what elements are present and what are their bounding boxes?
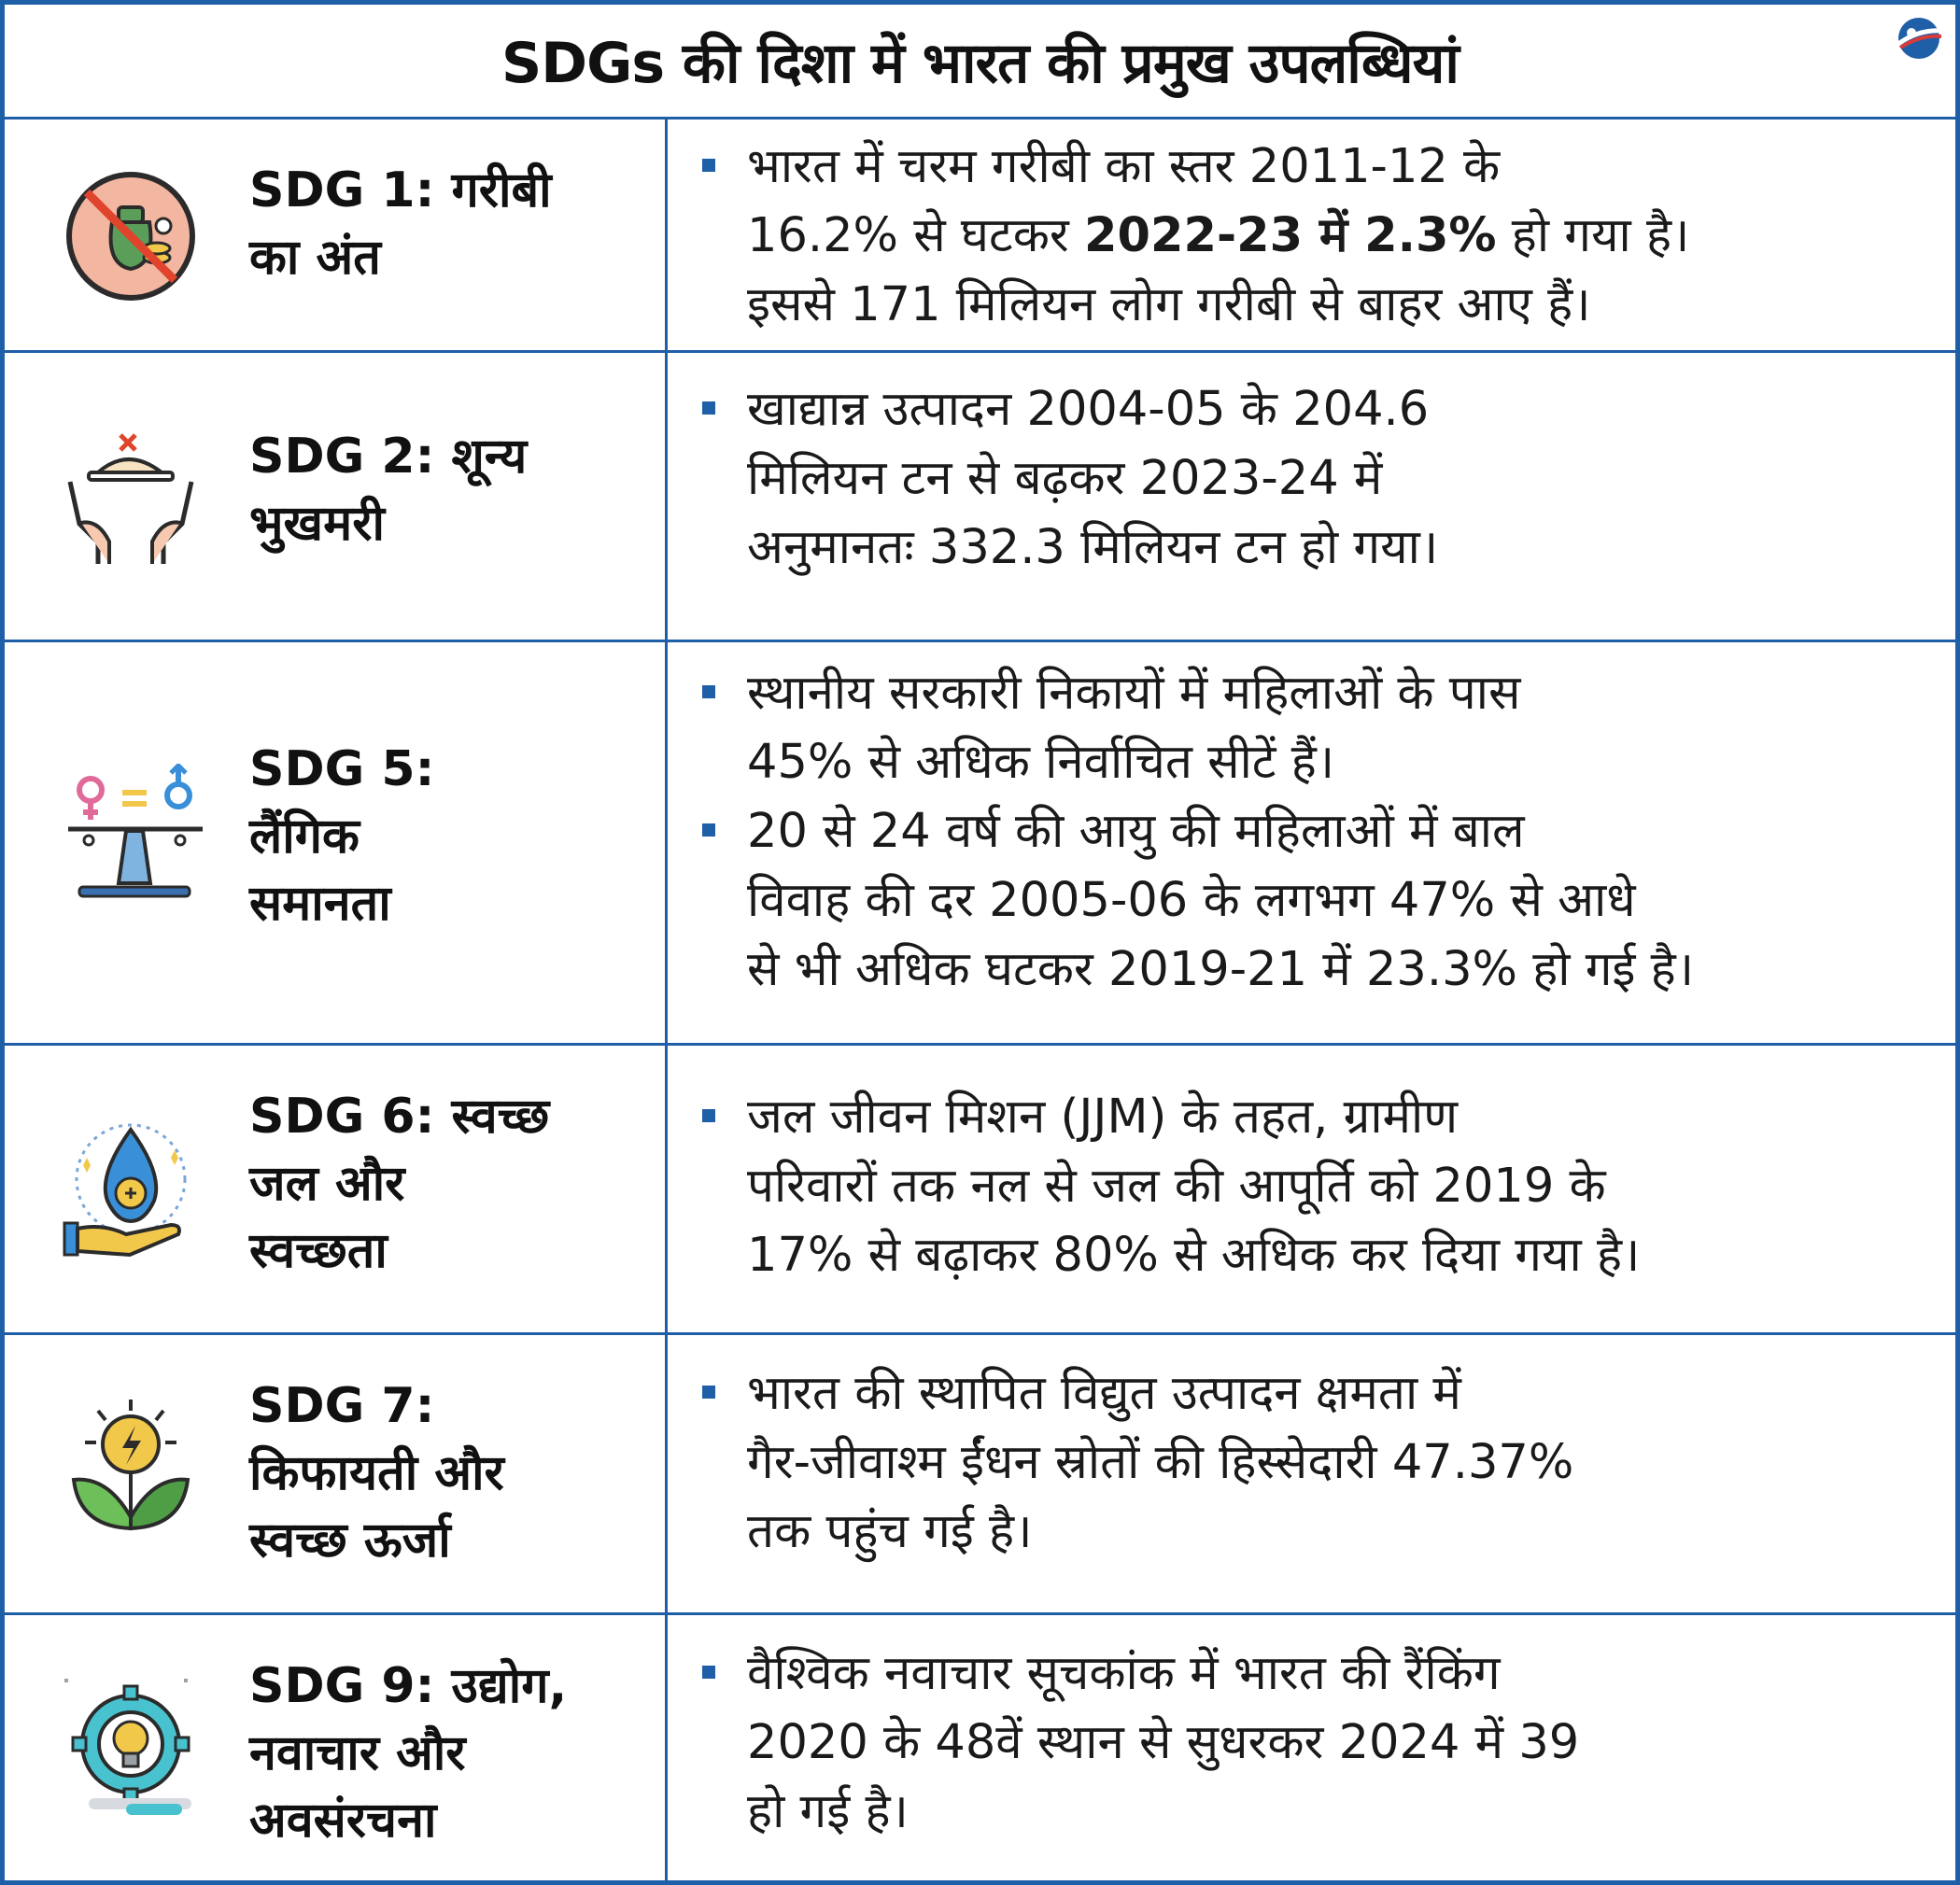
row-content xyxy=(700,1083,1942,1290)
no-poverty-icon xyxy=(61,166,201,306)
row-label: SDG 1: गरीबी का अंत xyxy=(249,162,552,286)
table-row-sdg7 xyxy=(5,1332,1955,1612)
table-row-sdg2 xyxy=(5,350,1955,640)
bullet-item: खाद्यान्न उत्पादन 2004-05 के 204.6 मिलियन टन से बढ़कर 2023-24 में अनुमानतः 332.3 मिलियन टन हो गया। xyxy=(700,375,1942,583)
globe-logo-icon xyxy=(1891,10,1947,66)
bullet-item: जल जीवन मिशन (JJM) के तहत, ग्रामीण परिवारों तक नल से जल की आपूर्ति को 2019 के 17% से बढ़ाकर 80% से अधिक कर दिया गया है। xyxy=(700,1083,1942,1290)
table-row-sdg1 xyxy=(5,117,1955,350)
row-label: SDG 7: किफायती और स्वच्छ ऊर्जा xyxy=(249,1378,504,1568)
industry-innovation-icon xyxy=(61,1679,201,1819)
row-content xyxy=(700,1639,1942,1847)
bullet-item: 20 से 24 वर्ष की आयु की महिलाओं में बाल विवाह की दर 2005-06 के लगभग 47% से आधे से भी अधिक घटकर 2019-21 में 23.3% हो गई है। xyxy=(700,797,1942,1005)
row-content xyxy=(700,659,1942,1005)
zero-hunger-icon xyxy=(61,426,201,566)
row-label: SDG 5: लैंगिक समानता xyxy=(249,741,435,932)
row-label: SDG 9: उद्योग, नवाचार और अवसंरचना xyxy=(249,1658,568,1849)
table-row-sdg5 xyxy=(5,640,1955,1043)
clean-water-icon xyxy=(61,1118,201,1259)
bullet-item: स्थानीय सरकारी निकायों में महिलाओं के पास 45% से अधिक निर्वाचित सीटें हैं। xyxy=(700,659,1942,797)
row-content xyxy=(700,375,1942,583)
row-label: SDG 2: शून्य भुखमरी xyxy=(249,429,528,552)
clean-energy-icon xyxy=(61,1396,201,1536)
table-row-sdg6 xyxy=(5,1043,1955,1332)
gender-equality-icon xyxy=(61,764,210,904)
row-content xyxy=(700,1359,1942,1567)
bullet-item: भारत में चरम गरीबी का स्तर 2011-12 के 16.2% से घटकर 2022-23 में 2.3% हो गया है। इससे 171 मिलियन लोग गरीबी से बाहर आए हैं। xyxy=(700,133,1942,340)
bullet-item: भारत की स्थापित विद्युत उत्पादन क्षमता में गैर-जीवाश्म ईंधन स्रोतों की हिस्सेदारी 47.37% तक पहुंच गई है। xyxy=(700,1359,1942,1567)
bullet-item: वैश्विक नवाचार सूचकांक में भारत की रैंकिंग 2020 के 48वें स्थान से सुधरकर 2024 में 39 हो गई है। xyxy=(700,1639,1942,1847)
row-content xyxy=(700,133,1942,340)
table-row-sdg9 xyxy=(5,1612,1955,1885)
page-title: SDGs की दिशा में भारत की प्रमुख उपलब्धियां xyxy=(501,31,1459,96)
row-label: SDG 6: स्वच्छ जल और स्वच्छता xyxy=(249,1089,550,1279)
